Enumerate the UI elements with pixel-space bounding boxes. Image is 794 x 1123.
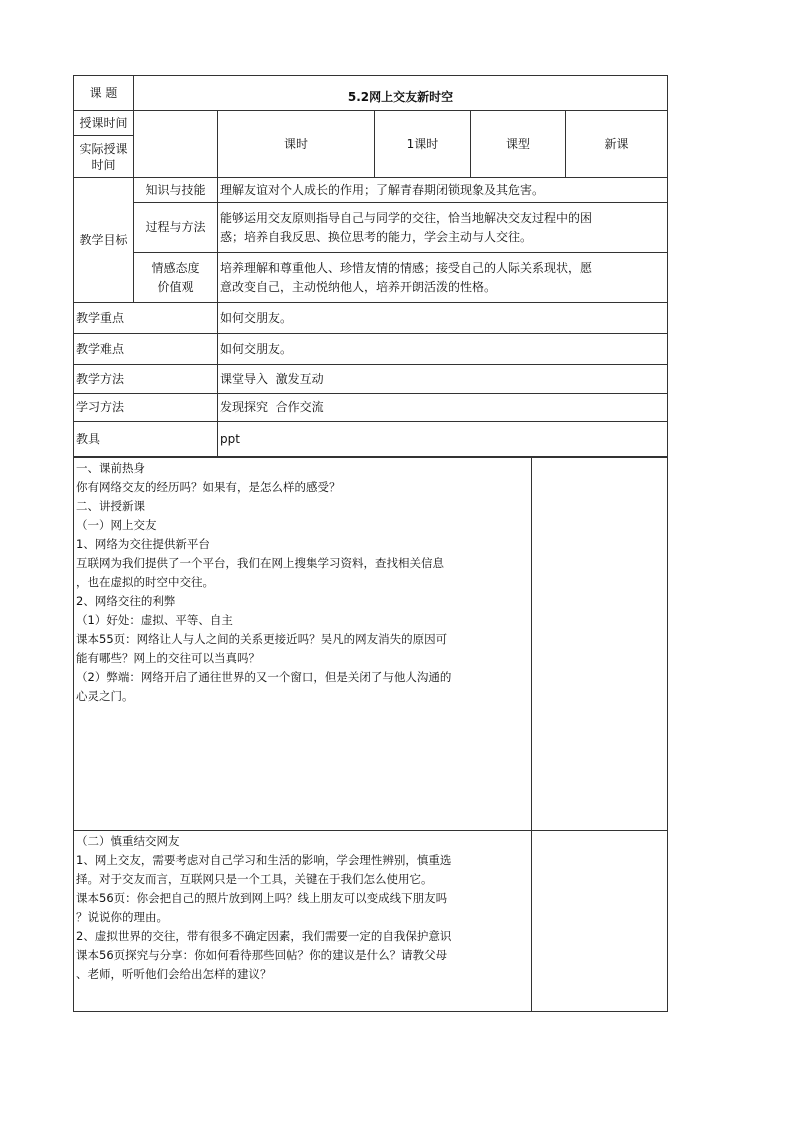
tools-value: ppt — [218, 422, 668, 457]
teach-time-value — [134, 111, 218, 178]
goal-knowledge-text: 理解友谊对个人成长的作用；了解青春期闭锁现象及其危害。 — [218, 178, 668, 203]
goal-process-label: 过程与方法 — [134, 203, 218, 253]
teach-time-label: 授课时间 — [74, 111, 134, 136]
key-point-value: 如何交朋友。 — [218, 303, 668, 334]
lesson-content-table-2 — [73, 830, 668, 1012]
period-value: 1课时 — [375, 111, 471, 178]
topic-value: 5.2网上交友新时空 — [134, 76, 668, 111]
difficulty-label: 教学难点 — [74, 334, 218, 365]
goals-label: 教学目标 — [74, 178, 134, 303]
teaching-method-label: 教学方法 — [74, 365, 218, 394]
goal-emotion-text: 培养理解和尊重他人、珍惜友情的情感；接受自己的人际关系现状，愿 意改变自己，主动悦纳他人，培养开朗活泼的性格。 — [218, 253, 668, 303]
actual-time-label: 实际授课时间 — [74, 136, 134, 178]
lesson-content-part2: （二）慎重结交网友 1、网上交友，需要考虑对自己学习和生活的影响，学会理性辨别，慎重选 择。对于交友而言，互联网只是一个工具，关键在于我们怎么使用它。 课本56页：你会把自己的照片放到网上吗？线上朋友可以变成线下朋友吗 ？说说你的理由。 2、虚拟世界的交往，带有很多不确定因素，我们需要一定的自我保护意识 课本56页探究与分享：你如何看待那些回帖？你的建议是什么？请教父母 、老师，听听他们会给出怎样的建议？ — [74, 831, 532, 1012]
goal-knowledge-label: 知识与技能 — [134, 178, 218, 203]
goal-emotion-label: 情感态度价值观 — [134, 253, 218, 303]
learning-method-value: 发现探究 合作交流 — [218, 394, 668, 422]
learning-method-label: 学习方法 — [74, 394, 218, 422]
key-point-label: 教学重点 — [74, 303, 218, 334]
lesson-notes-1 — [532, 458, 668, 831]
type-value: 新课 — [566, 111, 668, 178]
tools-label: 教具 — [74, 422, 218, 457]
topic-label: 课 题 — [74, 76, 134, 111]
type-label: 课型 — [471, 111, 566, 178]
difficulty-value: 如何交朋友。 — [218, 334, 668, 365]
goal-process-text: 能够运用交友原则指导自己与同学的交往，恰当地解决交友过程中的困 惑；培养自我反思、换位思考的能力，学会主动与人交往。 — [218, 203, 668, 253]
teaching-method-value: 课堂导入 激发互动 — [218, 365, 668, 394]
period-label: 课时 — [218, 111, 375, 178]
lesson-notes-2 — [532, 831, 668, 1012]
lesson-content-table-1 — [73, 457, 668, 831]
lesson-content-part1: 一、课前热身 你有网络交友的经历吗？如果有，是怎么样的感受？ 二、讲授新课 （一）网上交友 1、网络为交往提供新平台 互联网为我们提供了一个平台，我们在网上搜集学习资料，查找相关信息 ，也在虚拟的时空中交往。 2、网络交往的利弊 （1）好处：虚拟、平等、自主 课本55页：网络让人与人之间的关系更接近吗？吴凡的网友消失的原因可 能有哪些？网上的交往可以当真吗？ （2）弊端：网络开启了通往世界的又一个窗口，但是关闭了与他人沟通的 心灵之门。 — [74, 458, 532, 831]
lesson-plan-table — [73, 75, 668, 457]
